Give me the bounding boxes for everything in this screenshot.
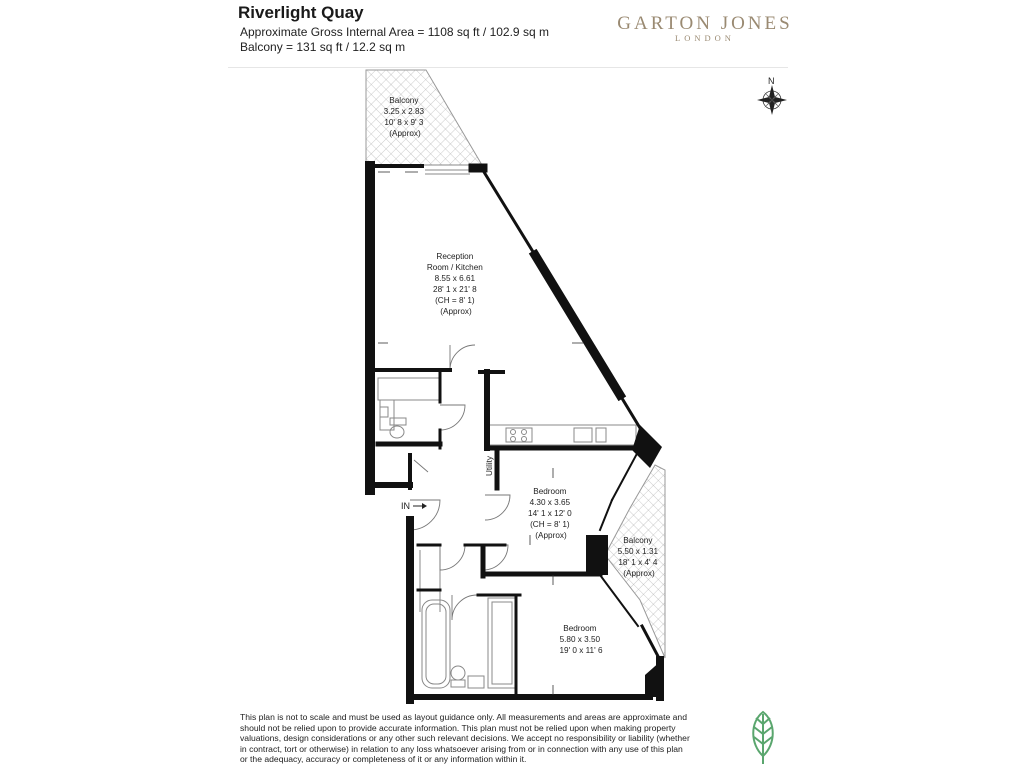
page-title: Riverlight Quay: [238, 3, 364, 22]
reception-kitchen-label: Reception Room / Kitchen 8.55 x 6.61 28' 1 x 21' 8 (CH = 8' 1) (Approx): [426, 252, 483, 316]
wall-column-bedroom: [586, 535, 608, 575]
bedroom-1-label: Bedroom 4.30 x 3.65 14' 1 x 12' 0 (CH = 8' 1) (Approx): [528, 487, 572, 540]
bedroom-2-label: Bedroom 5.80 x 3.50 19' 0 x 11' 6: [559, 624, 603, 655]
gross-area-text: Approximate Gross Internal Area = 1108 sq ft / 102.9 sq m: [240, 25, 549, 39]
utility-label: Utility: [485, 455, 494, 476]
balcony-top-label: Balcony 3.25 x 2.83 10' 8 x 9' 3 (Approx): [383, 96, 425, 138]
entrance-label: IN: [401, 501, 410, 511]
wall-column-corner: [645, 660, 662, 697]
compass-icon: [757, 85, 787, 115]
balcony-right-label: Balcony 5.50 x 1.31 18' 1 x 4' 4 (Approx): [617, 536, 659, 578]
brand-name: GARTON JONES: [617, 13, 793, 34]
balcony-area-text: Balcony = 131 sq ft / 12.2 sq m: [240, 40, 406, 54]
fixtures: [375, 165, 636, 688]
compass-north-label: N: [768, 76, 775, 86]
brand-city: LONDON: [675, 33, 735, 43]
entrance-arrow-icon: [413, 503, 427, 509]
disclaimer-text: This plan is not to scale and must be used as layout guidance only. All measurements and areas are approximate and should not be relied upon to provide accurate information. This plan must not be relied upon when making property valuations, design considerations or any other such relevant decisions. We accept no responsibility or liability (whether in contract, tort or otherwise) in relation to any loss whatsoever arising from or in connection with any use of this plan or the adequacy, accuracy or completeness of it or any information within it.: [240, 712, 690, 765]
leaf-logo-icon: [753, 712, 773, 764]
